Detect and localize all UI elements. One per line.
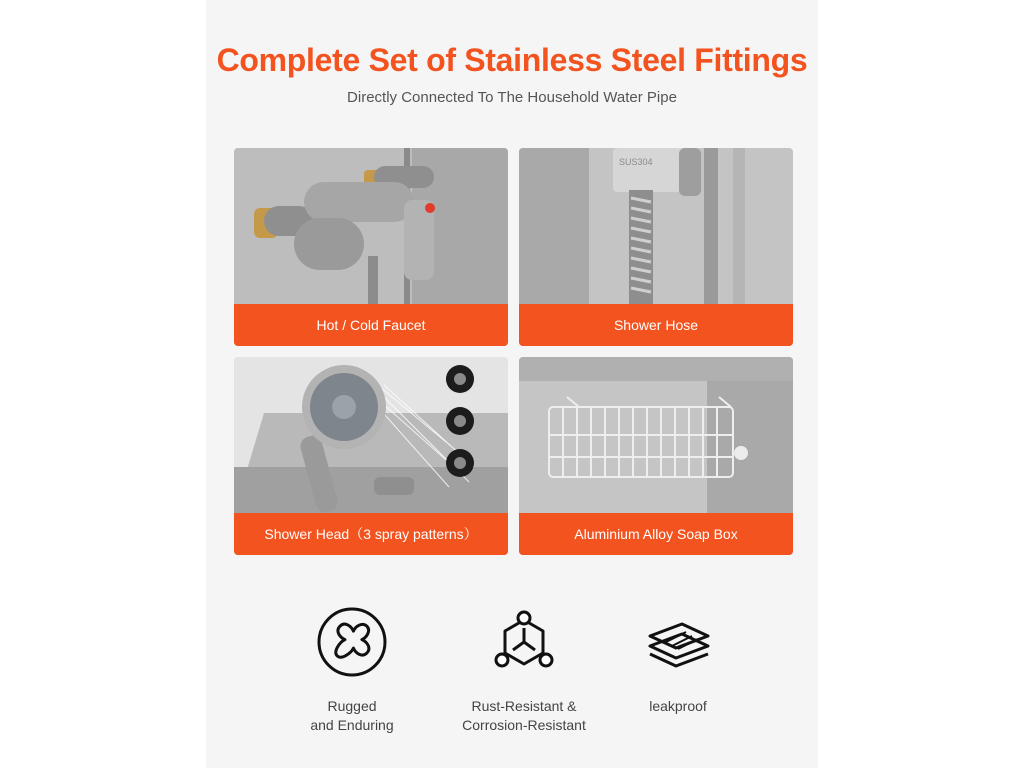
card-soap-box (519, 357, 793, 555)
shower-hose-image (519, 148, 793, 304)
cross-circle-icon (316, 606, 388, 678)
soap-box-image (519, 357, 793, 513)
faucet-image (234, 148, 508, 304)
shower-head-image (234, 357, 508, 513)
feature-caption-line1: leakproof (649, 698, 707, 714)
card-label: Shower Hose (519, 304, 793, 346)
page-title: Complete Set of Stainless Steel Fittings (216, 42, 808, 78)
product-panel (206, 0, 818, 768)
feature-caption-line2: and Enduring (310, 717, 394, 733)
page-subtitle: Directly Connected To The Household Water Pipe (347, 89, 677, 106)
card-label: Aluminium Alloy Soap Box (519, 513, 793, 555)
card-label: Shower Head（3 spray patterns） (234, 513, 508, 555)
feature-caption-line2: Corrosion-Resistant (462, 717, 586, 733)
card-shower-head (234, 357, 508, 555)
card-hot-cold-faucet (234, 148, 508, 346)
feature-rust-resistant (444, 606, 604, 735)
molecule-icon (488, 606, 560, 678)
feature-caption-line1: Rust-Resistant & (471, 698, 577, 714)
feature-rugged (272, 606, 432, 735)
card-shower-hose (519, 148, 793, 346)
layers-icon (642, 606, 714, 678)
feature-leakproof (598, 606, 758, 716)
card-label: Hot / Cold Faucet (234, 304, 508, 346)
sus304-engraving: SUS304 (619, 157, 653, 167)
feature-caption-line1: Rugged (327, 698, 377, 714)
